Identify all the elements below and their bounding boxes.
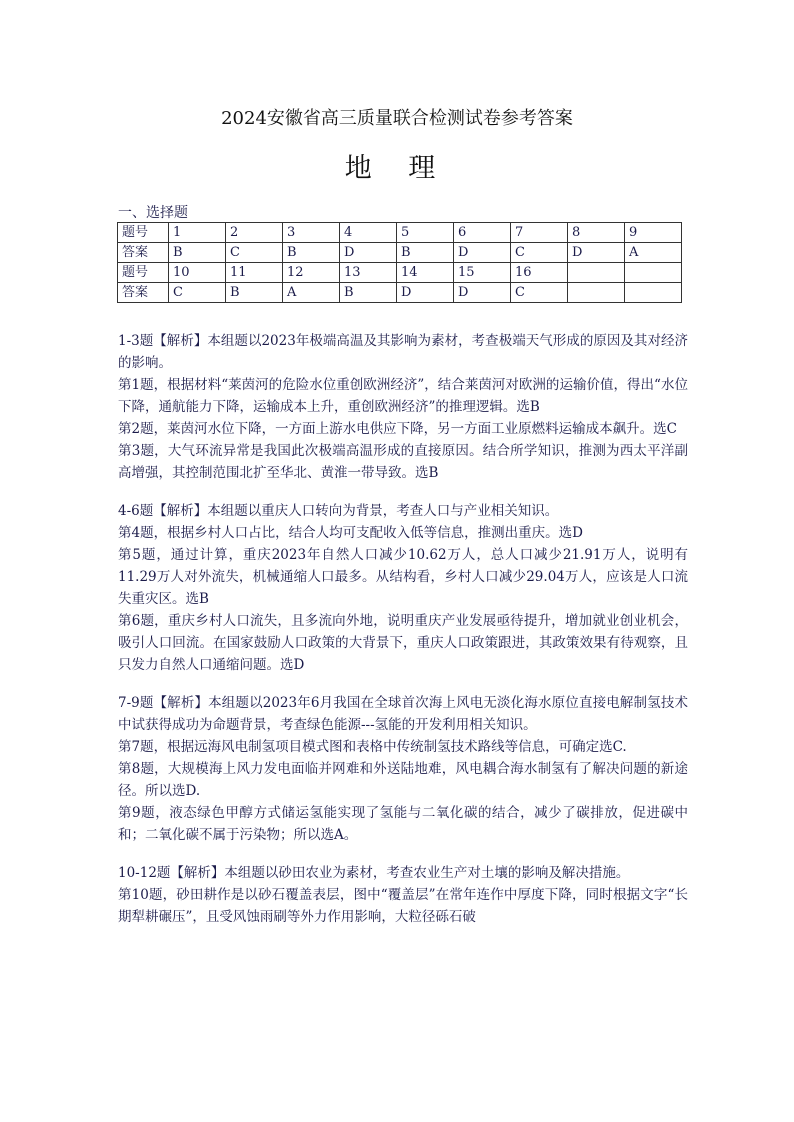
row-label-cell: 题号 [118,223,169,243]
table-cell: 1 [169,223,226,243]
analysis-paragraph: 第9题，液态绿色甲醇方式储运氢能实现了氢能与二氧化碳的结合，减少了碳排放，促进碳中和；二氧化碳不属于污染物；所以选A。 [118,805,688,843]
table-cell: D [340,243,397,263]
table-cell [568,283,625,303]
table-cell [568,263,625,283]
table-cell: C [511,283,568,303]
table-cell: D [397,283,454,303]
analysis-paragraph: 第2题，莱茵河水位下降，一方面上游水电供应下降，另一方面工业原燃料运输成本飙升。选C [118,421,677,437]
table-cell: B [283,243,340,263]
table-cell: 15 [454,263,511,283]
analysis-heading: 10-12题【解析】本组题以砂田农业为素材，考查农业生产对土壤的影响及解决措施。 [118,865,630,881]
table-row [118,263,682,283]
table-row [118,223,682,243]
table-cell: 12 [283,263,340,283]
analysis-paragraph: 第7题，根据远海风电制氢项目模式图和表格中传统制氢技术路线等信息，可确定选C. [118,739,627,755]
analysis-block [118,330,688,484]
table-cell: A [625,243,682,263]
table-cell: B [226,283,283,303]
analysis-paragraph: 第1题，根据材料“莱茵河的危险水位重创欧洲经济”，结合莱茵河对欧洲的运输价值，得出“水位下降，通航能力下降，运输成本上升，重创欧洲经济”的推理逻辑。选B [118,377,688,415]
table-row [118,283,682,303]
analysis-paragraph: 第3题，大气环流异常是我国此次极端高温形成的直接原因。结合所学知识，推测为西太平洋副高增强，其控制范围北扩至华北、黄淮一带导致。选B [118,443,688,481]
analysis-heading: 4-6题【解析】本组题以重庆人口转向为背景，考查人口与产业相关知识。 [118,503,559,519]
table-cell: A [283,283,340,303]
table-cell: D [568,243,625,263]
analysis-paragraph: 第10题，砂田耕作是以砂石覆盖表层，图中“覆盖层”在常年连作中厚度下降，同时根据文字“长期犁耕碾压”，且受风蚀雨刷等外力作用影响，大粒径砾石破 [118,887,688,925]
row-label-cell: 题号 [118,263,169,283]
table-cell: 2 [226,223,283,243]
analysis-block [118,862,688,928]
subject-heading: 地 理 [344,153,450,184]
answer-table [117,222,682,303]
table-cell: 10 [169,263,226,283]
analysis-paragraph: 第8题，大规模海上风力发电面临并网难和外送陆地难，风电耦合海水制氢有了解决问题的新途径。所以选D. [118,761,688,799]
table-cell: C [511,243,568,263]
table-cell: 11 [226,263,283,283]
table-cell: D [454,283,511,303]
table-row [118,243,682,263]
table-cell: C [226,243,283,263]
table-cell: 9 [625,223,682,243]
analysis-heading: 1-3题【解析】本组题以2023年极端高温及其影响为素材，考查极端天气形成的原因及其对经济的影响。 [118,333,688,371]
row-label-cell: 答案 [118,283,169,303]
analysis-block [118,500,688,676]
table-cell: 4 [340,223,397,243]
analysis-content [118,330,688,944]
table-cell: 8 [568,223,625,243]
table-cell [625,263,682,283]
analysis-heading: 7-9题【解析】本组题以2023年6月我国在全球首次海上风电无淡化海水原位直接电解制氢技术中试获得成功为命题背景，考查绿色能源---氢能的开发利用相关知识。 [118,695,688,733]
table-cell: 16 [511,263,568,283]
table-cell: B [340,283,397,303]
table-cell: C [169,283,226,303]
table-cell: 14 [397,263,454,283]
row-label-cell: 答案 [118,243,169,263]
table-cell: B [169,243,226,263]
table-cell: 3 [283,223,340,243]
table-cell: 6 [454,223,511,243]
analysis-block [118,692,688,846]
table-cell: D [454,243,511,263]
table-cell [625,283,682,303]
table-cell: 13 [340,263,397,283]
table-cell: 5 [397,223,454,243]
analysis-paragraph: 第5题，通过计算，重庆2023年自然人口减少10.62万人，总人口减少21.91万人，说明有11.29万人对外流失，机械通缩人口最多。从结构看，乡村人口减少29.04万人，应该是人口流失重灾区。选B [118,547,688,607]
document-title: 2024安徽省高三质量联合检测试卷参考答案 [221,108,573,129]
analysis-paragraph: 第4题，根据乡村人口占比，结合人均可支配收入低等信息，推测出重庆。选D [118,525,583,541]
table-cell: 7 [511,223,568,243]
section-label: 一、选择题 [118,205,188,221]
table-cell: B [397,243,454,263]
analysis-paragraph: 第6题，重庆乡村人口流失，且多流向外地，说明重庆产业发展亟待提升，增加就业创业机会，吸引人口回流。在国家鼓励人口政策的大背景下，重庆人口政策跟进，其政策效果有待观察，且只发力自然人口通缩问题。选D [118,613,688,673]
